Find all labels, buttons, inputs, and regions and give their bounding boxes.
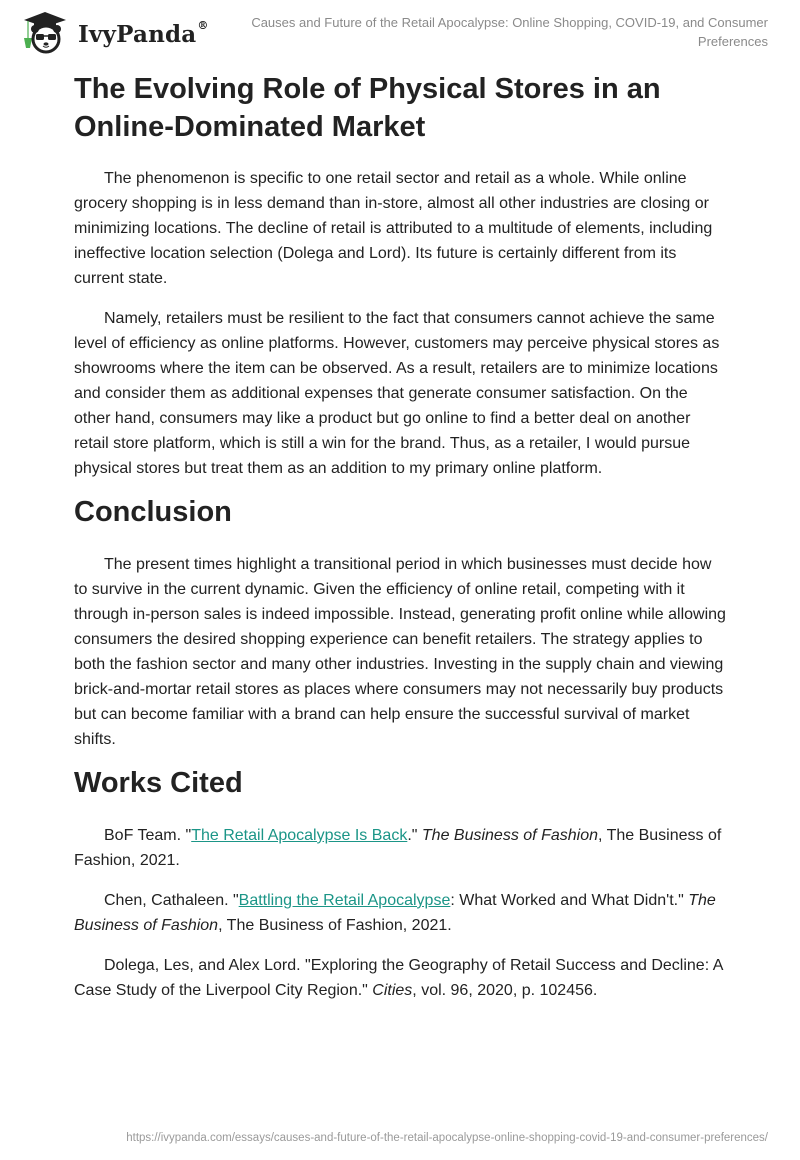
citation-link[interactable]: The Retail Apocalypse Is Back <box>191 827 408 844</box>
panda-graduate-icon <box>18 8 72 54</box>
paragraph: The present times highlight a transitional period in which businesses must decide how to survive in the current dynamic. Given the efficiency of online retail, competing with it through in-person sales is indeed impossible. Instead, generating profit online while allowing consumers the desired shopping experience can benefit retailers. The strategy applies to both the fashion sector and many other industries. Investing in the supply chain and viewing brick-and-mortar retail stores as places where consumers may not necessarily buy products but can become familiar with a brand can help ensure the successful survival of market shifts. <box>74 556 726 748</box>
citation-entry: Dolega, Les, and Alex Lord. "Exploring the Geography of Retail Success and Decline: A Case Study of the Liverpool City Region." Cities, vol. 96, 2020, p. 102456. <box>74 957 723 999</box>
citation-entry: BoF Team. "The Retail Apocalypse Is Back." The Business of Fashion, The Business of Fashion, 2021. <box>74 827 722 869</box>
paragraph: The phenomenon is specific to one retail sector and retail as a whole. While online grocery shopping is in less demand than in-store, almost all other industries are closing or minimizing locations. The decline of retail is attributed to a multitude of elements, including ineffective location selection (Dolega and Lord). Its future is certainly different from its current state. <box>74 170 713 287</box>
section-heading-conclusion: Conclusion <box>74 496 232 528</box>
citation-entry: Chen, Cathaleen. "Battling the Retail Apocalypse: What Worked and What Didn't." The Business of Fashion, The Business of Fashion, 2021. <box>74 892 716 934</box>
logo-wordmark: IvyPanda® <box>78 18 209 48</box>
section-heading-physical-stores: The Evolving Role of Physical Stores in an Online-Dominated Market <box>74 73 661 143</box>
document-title: Causes and Future of the Retail Apocalypse: Online Shopping, COVID-19, and Consumer Preferences <box>251 15 768 49</box>
essay-body <box>74 70 726 1018</box>
ivypanda-logo[interactable] <box>18 8 209 54</box>
citation-link[interactable]: Battling the Retail Apocalypse <box>238 892 451 909</box>
registered-mark: ® <box>197 18 209 32</box>
page-header <box>0 0 800 60</box>
section-heading-works-cited: Works Cited <box>74 767 243 799</box>
source-url[interactable]: https://ivypanda.com/essays/causes-and-future-of-the-retail-apocalypse-online-shopping-covid-19-and-consumer-preferences/ <box>126 1132 768 1144</box>
paragraph: Namely, retailers must be resilient to the fact that consumers cannot achieve the same level of efficiency as online platforms. However, customers may perceive physical stores as showrooms where the item can be observed. As a result, retailers are to minimize locations and consider them as additional expenses that generate consumer satisfaction. On the other hand, consumers may like a product but go online to find a better deal on another retail store platform, which is still a win for the brand. Thus, as a retailer, I would pursue physical stores but treat them as an addition to my primary online platform. <box>74 310 720 477</box>
